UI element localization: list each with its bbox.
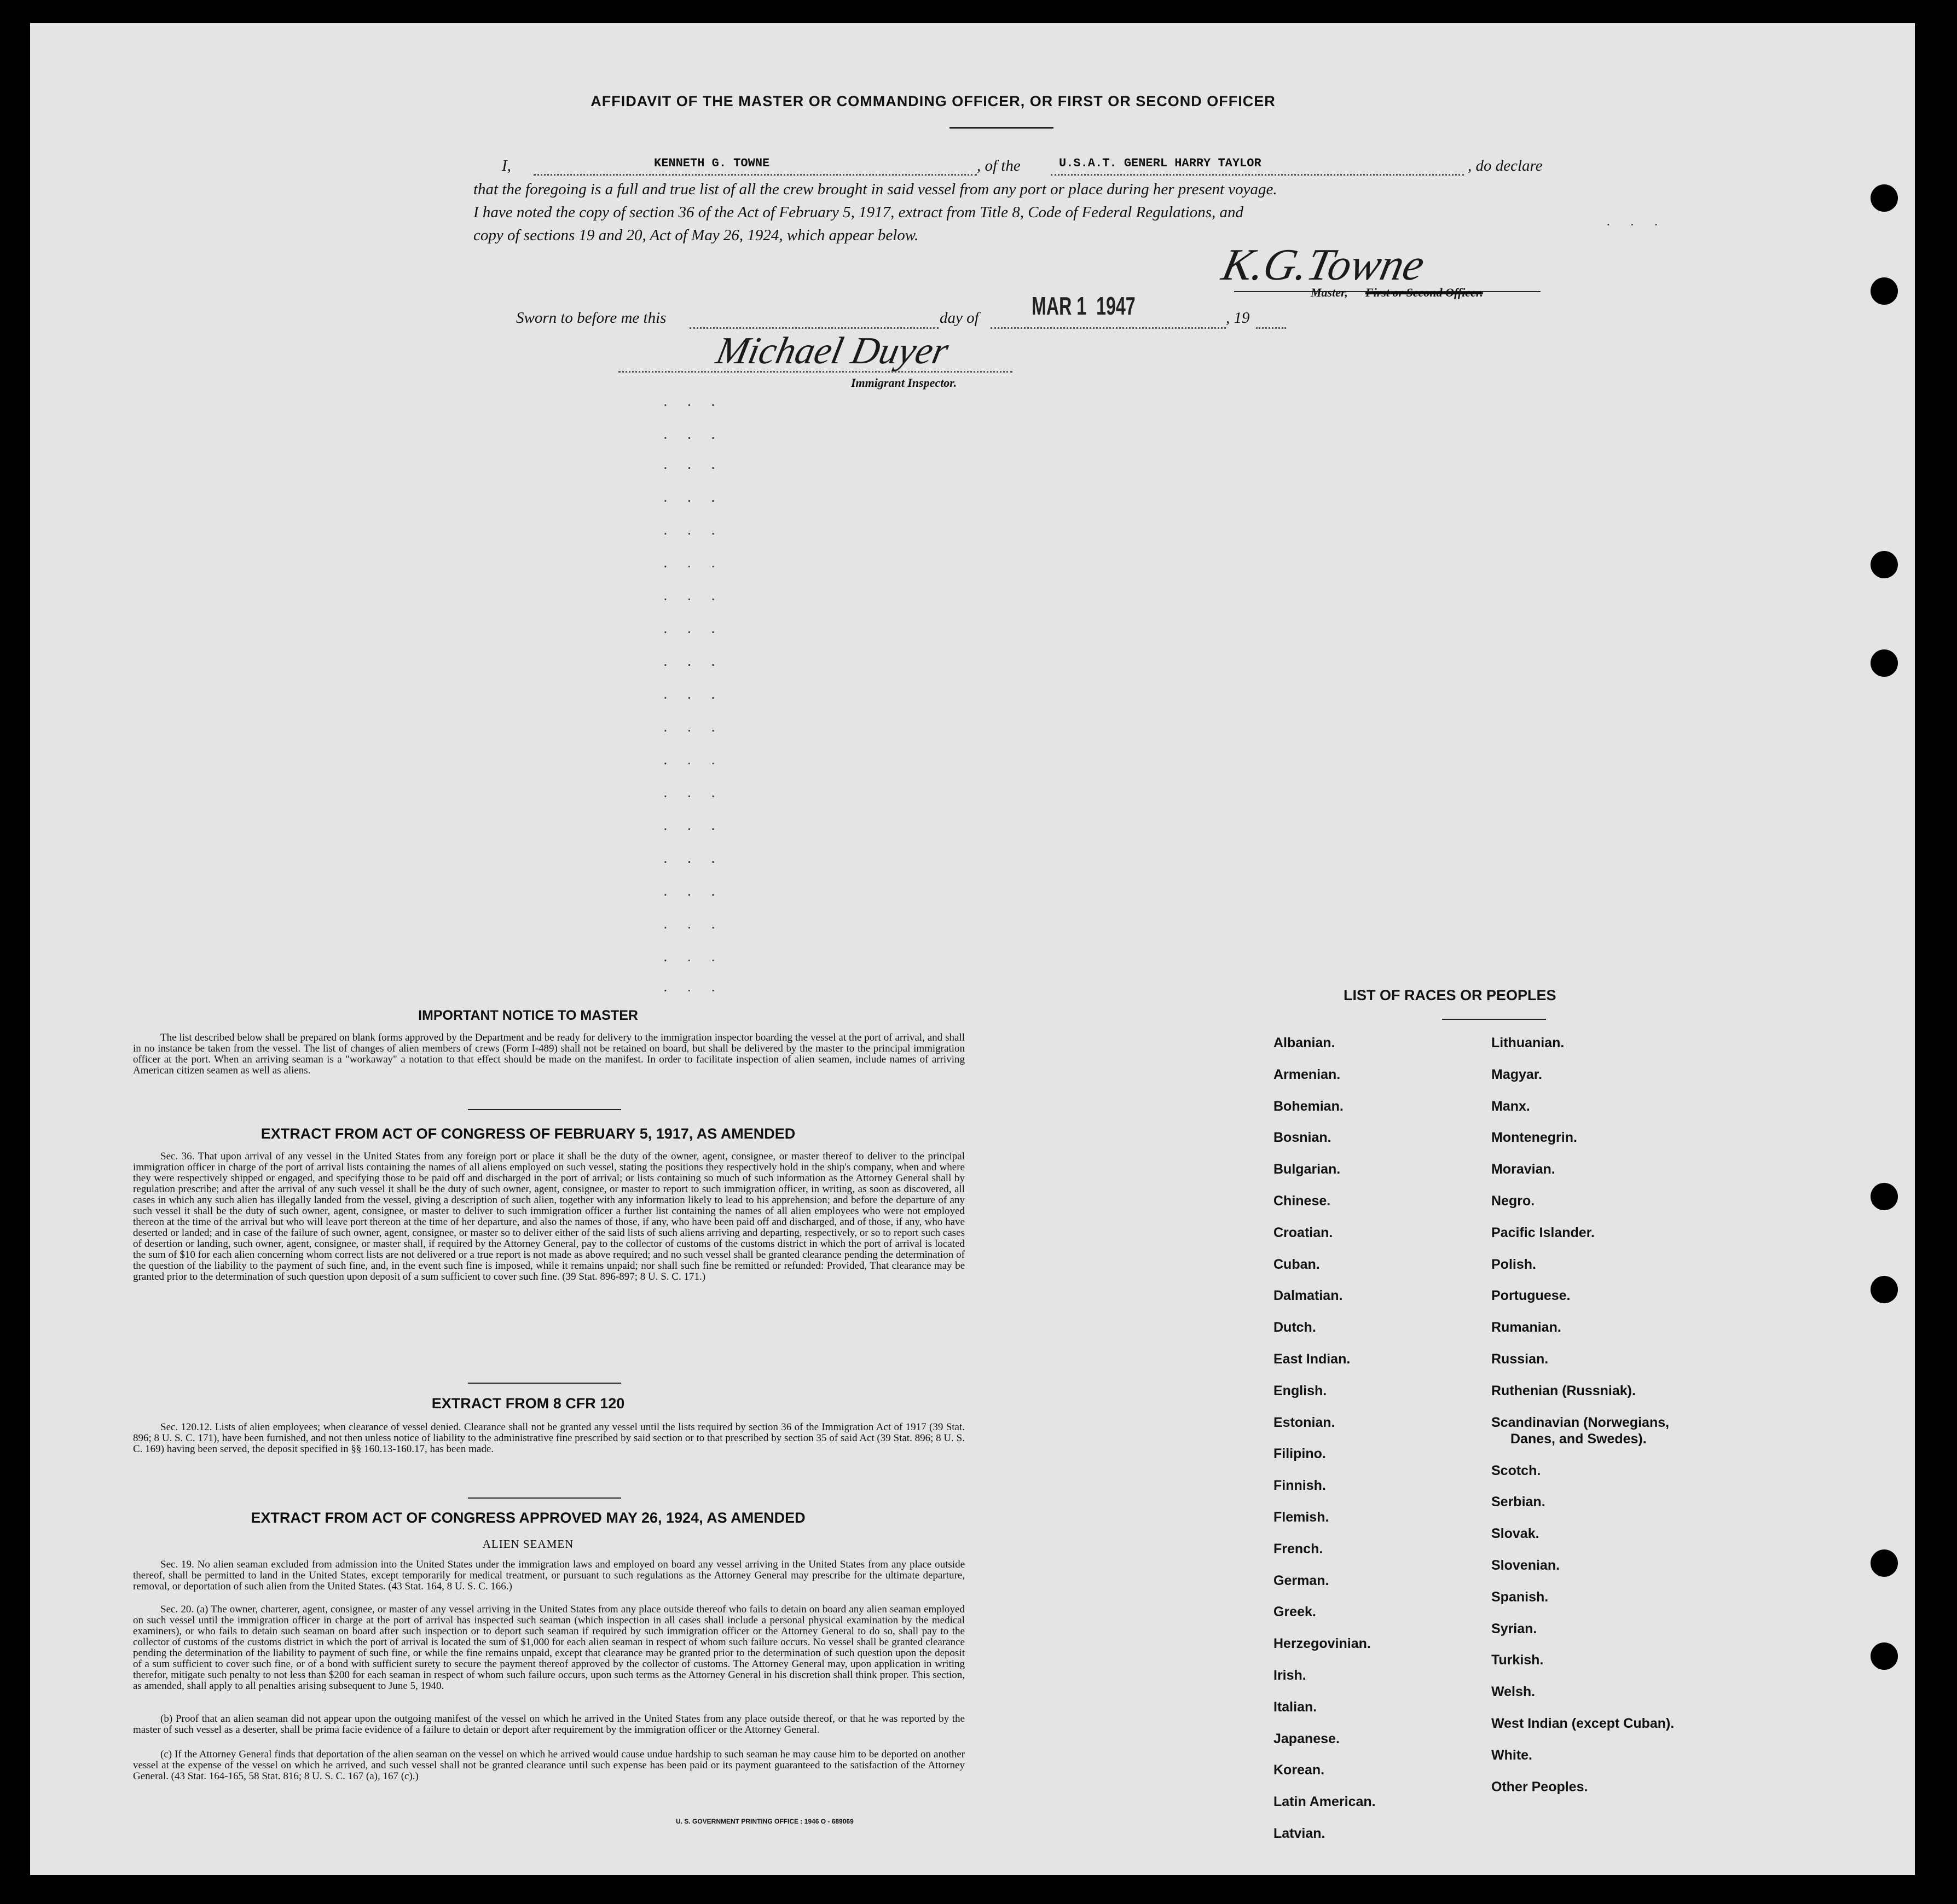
race-item: Cuban.: [1273, 1256, 1320, 1272]
punch-hole: [1871, 1183, 1898, 1210]
race-item: Moravian.: [1491, 1162, 1555, 1177]
extract1917-body: Sec. 36. That upon arrival of any vessel in the United States from any foreign port or place it shall be the duty of the owner, agent, consignee, or master thereof to deliver to the principal immigration officer in charge of the port of arrival lists containing the names of all aliens employed on such vessel, stating the positions they respectively hold in the ship's company, when and where they were respectively shipped or engaged, and specifying those to be paid off and discharged in the port of arrival; or lists containing so much of such information as the Attorney General shall by regulation prescribe; and after the arrival of any such vessel it shall be the duty of such owner, agent, consignee, or master to report to such immigration officer, in writing, as soon as discovered, all cases in which any such alien has illegally landed from the vessel, giving a description of such alien, together with any information likely to lead to his apprehension; and before the departure of any such vessel it shall be the duty of such owner, agent, consignee, or master to deliver to such immigration officer a further list containing the names of all alien employees who were not employed thereon at the time of the arrival but who will leave port thereon at the time of her departure, and also the names of those, if any, who have been paid off and discharged, and of those, if any, who have deserted or landed; and in case of the failure of such owner, agent, consignee, or master so to deliver either of the said lists of such aliens arriving and departing, respectively, or so to report such cases of desertion or landing, such owner, agent, consignee, or master shall, if required by the Attorney General, pay to the collector of customs of the customs district in which the port of arrival is located the sum of $10 for each alien concerning whom correct lists are not delivered or a true report is not made as above required; and no such vessel shall be granted clearance pending the determination of the question of the liability to the payment of such fine, and, in the event such fine is imposed, while it remains unpaid; nor shall such fine be remitted or refunded: Provided, That clearance may be granted prior to the determination of such question upon deposit of a sum sufficient to cover such fine. (39 Stat. 896-897; 8 U. S. C. 171.): [133, 1151, 965, 1282]
race-item: Herzegovinian.: [1273, 1636, 1371, 1652]
margin-dots: . . .: [663, 915, 723, 932]
extract1924-subtitle: ALIEN SEAMEN: [482, 1537, 574, 1551]
title-rule: [949, 127, 1053, 129]
margin-dots: . . .: [663, 882, 723, 899]
race-item: Serbian.: [1491, 1494, 1545, 1510]
vessel-name: U.S.A.T. GENERL HARRY TAYLOR: [1059, 156, 1261, 170]
race-item: Albanian.: [1273, 1035, 1335, 1050]
race-item: Japanese.: [1273, 1731, 1340, 1746]
master-name-line: [534, 170, 977, 176]
margin-dots: . . .: [663, 488, 723, 505]
margin-dots: . . .: [663, 783, 723, 800]
race-item: Dutch.: [1273, 1320, 1316, 1336]
day-of-text: day of: [940, 309, 979, 327]
comma-19-text: , 19: [1226, 309, 1250, 327]
punch-hole: [1871, 1642, 1898, 1670]
race-item: Slovak.: [1491, 1526, 1539, 1542]
race-item: Russian.: [1491, 1351, 1549, 1367]
margin-dots: . . .: [663, 948, 723, 965]
margin-dots: . . .: [663, 849, 723, 866]
margin-dots: . . .: [663, 652, 723, 669]
margin-dots: . . .: [663, 685, 723, 702]
race-item: Dalmatian.: [1273, 1288, 1343, 1304]
margin-dots: . . .: [663, 554, 723, 571]
affidavit-line2: that the foregoing is a full and true list of all the crew brought in said vessel from any port or place during her present voyage.: [473, 181, 1277, 198]
margin-dots: . . .: [1606, 212, 1666, 229]
race-item: Spanish.: [1491, 1589, 1549, 1605]
extract1924-sec20c: (c) If the Attorney General finds that deportation of the alien seaman on the vessel on which he arrived would cause undue hardship to such seaman he may cause him to be deported on another vessel at the expense of the vessel on which he arrived, and such vessel shall not be granted clearance until such expense has been paid or its payment guaranteed to the satisfaction of the Attorney General. (43 Stat. 164-165, 58 Stat. 816; 8 U. S. C. 167 (a), 167 (c).): [133, 1749, 965, 1782]
extract1924-title: EXTRACT FROM ACT OF CONGRESS APPROVED MAY 26, 1924, AS AMENDED: [251, 1510, 806, 1526]
sworn-year-line: [1256, 324, 1286, 329]
race-item: Scotch.: [1491, 1462, 1541, 1478]
race-item: Portuguese.: [1491, 1288, 1571, 1304]
race-item: Other Peoples.: [1491, 1779, 1588, 1795]
race-item: White.: [1491, 1747, 1532, 1763]
race-item: Latin American.: [1273, 1794, 1376, 1810]
margin-dots: . . .: [663, 751, 723, 768]
race-item: Estonian.: [1273, 1414, 1335, 1430]
margin-dots: . . .: [663, 619, 723, 636]
race-item: Rumanian.: [1491, 1320, 1561, 1336]
race-item: Greek.: [1273, 1604, 1316, 1620]
affidavit-line3: I have noted the copy of section 36 of the Act of February 5, 1917, extract from Title 8, Code of Federal Regulations, and: [473, 204, 1244, 221]
race-item: Magyar.: [1491, 1066, 1543, 1082]
race-item: Pacific Islander.: [1491, 1224, 1595, 1240]
punch-hole: [1871, 1276, 1898, 1303]
race-item: Bosnian.: [1273, 1130, 1331, 1146]
punch-hole: [1871, 277, 1898, 305]
margin-dots: . . .: [663, 587, 723, 603]
margin-dots: . . .: [663, 816, 723, 833]
punch-hole: [1871, 184, 1898, 212]
race-item: Flemish.: [1273, 1510, 1329, 1525]
extract1924-sec20b: (b) Proof that an alien seaman did not appear upon the outgoing manifest of the vessel on which he arrived in the United States from any place outside thereof, or that he was reported by the master of such vessel as a deserter, shall be prima facie evidence of a failure to detain or deport after requirement by the immigration officer or the Attorney General.: [133, 1713, 965, 1735]
races-title: LIST OF RACES OR PEOPLES: [1344, 987, 1556, 1003]
extract8cfr-title: EXTRACT FROM 8 CFR 120: [431, 1395, 625, 1412]
date-stamp: MAR 1 1947: [1032, 292, 1136, 320]
margin-dots: . . .: [663, 455, 723, 472]
sworn-day-line: [690, 324, 939, 329]
race-item: Irish.: [1273, 1668, 1306, 1683]
race-item: English.: [1273, 1383, 1327, 1398]
sworn-month-line: [991, 324, 1226, 329]
race-item: Montenegrin.: [1491, 1130, 1577, 1146]
margin-dots: . . .: [663, 521, 723, 538]
extract8cfr-body: Sec. 120.12. Lists of alien employees; when clearance of vessel denied. Clearance shall not be granted any vessel until the lists required by section 36 of the Immigration Act of 1917 (39 Stat. 896; 8 U. S. C. 171), have been furnished, and not then unless notice of liability to the administrative fine prescribed by said section or to that prescribed by section 35 of said Act (39 Stat. 896; 8 U. S. C. 169) having been served, the deposit specified in §§ 160.13-160.17, has been made.: [133, 1421, 965, 1455]
printer-imprint: U. S. GOVERNMENT PRINTING OFFICE : 1946 O - 689069: [676, 1818, 854, 1825]
punch-hole: [1871, 649, 1898, 677]
extract8cfr-rule: [468, 1497, 621, 1499]
race-item: German.: [1273, 1572, 1329, 1588]
race-item: French.: [1273, 1541, 1323, 1557]
master-label: Master,: [1311, 286, 1348, 299]
punch-hole: [1871, 1549, 1898, 1577]
vessel-name-line: [1051, 170, 1464, 176]
race-item: Bulgarian.: [1273, 1162, 1341, 1177]
race-item: Lithuanian.: [1491, 1035, 1565, 1050]
extract1924-sec19: Sec. 19. No alien seaman excluded from admission into the United States under the immigration laws and employed on board any vessel arriving in the United States from any place outside thereof, shall be permitted to land in the United States, except temporarily for medical treatment, or pursuant to such regulations as the Attorney General may prescribe for the ultimate departure, removal, or deportation of such alien from the United States. (43 Stat. 164, 8 U. S. C. 166.): [133, 1559, 965, 1592]
inspector-label: Immigrant Inspector.: [851, 376, 957, 390]
race-item: Croatian.: [1273, 1224, 1333, 1240]
race-item: West Indian (except Cuban).: [1491, 1716, 1675, 1731]
race-item: Danes, and Swedes).: [1510, 1431, 1647, 1447]
race-item: Korean.: [1273, 1762, 1325, 1778]
race-item: Manx.: [1491, 1098, 1530, 1114]
sworn-text: Sworn to before me this: [516, 309, 667, 327]
affidavit-title: AFFIDAVIT OF THE MASTER OR COMMANDING OFFICER, OR FIRST OR SECOND OFFICER: [590, 93, 1276, 109]
race-item: Latvian.: [1273, 1826, 1325, 1841]
race-item: Negro.: [1491, 1193, 1535, 1209]
race-item: Chinese.: [1273, 1193, 1331, 1209]
notice-title: IMPORTANT NOTICE TO MASTER: [418, 1008, 638, 1023]
document-page: [30, 23, 1915, 1875]
do-declare-text: , do declare: [1468, 157, 1543, 175]
race-item: Ruthenian (Russniak).: [1491, 1383, 1636, 1398]
notice-rule: [468, 1109, 621, 1110]
affidavit-i: I,: [502, 157, 511, 175]
race-item: Syrian.: [1491, 1621, 1537, 1636]
race-item: Filipino.: [1273, 1446, 1326, 1462]
race-item: Welsh.: [1491, 1684, 1536, 1700]
race-item: Turkish.: [1491, 1652, 1544, 1668]
margin-dots: . . .: [663, 718, 723, 735]
inspector-signature-line: [618, 368, 1012, 373]
races-rule: [1442, 1019, 1546, 1020]
race-item: Slovenian.: [1491, 1558, 1560, 1573]
master-signature: K.G.Towne: [1218, 240, 1429, 289]
master-name: KENNETH G. TOWNE: [654, 156, 770, 170]
margin-dots: . . .: [663, 392, 723, 409]
master-struck-label: First or Second Officer.: [1365, 286, 1483, 299]
of-the-text: , of the: [977, 157, 1021, 175]
notice-body: The list described below shall be prepared on blank forms approved by the Department and be ready for delivery to the immigration inspector boarding the vessel at the port of arrival, and shall in no instance be taken from the vessel. The list of changes of alien members of crews (Form I-489) shall not be retained on board, but shall be delivered by the master to the principal immigration officer at the port. When an arriving seaman is a "workaway" a notation to that effect should be made on the manifest. In order to facilitate inspection of alien seamen, include names of arriving American citizen seamen as well as aliens.: [133, 1032, 965, 1076]
extract1917-title: EXTRACT FROM ACT OF CONGRESS OF FEBRUARY 5, 1917, AS AMENDED: [260, 1125, 796, 1142]
punch-hole: [1871, 551, 1898, 578]
race-item: Italian.: [1273, 1699, 1317, 1715]
race-item: East Indian.: [1273, 1351, 1351, 1367]
race-item: Finnish.: [1273, 1478, 1326, 1494]
race-item: Armenian.: [1273, 1066, 1341, 1082]
extract1924-sec20a: Sec. 20. (a) The owner, charterer, agent, consignee, or master of any vessel arriving in the United States from any place outside thereof who fails to detain on board any alien seaman employed on such vessel until the immigration officer in charge at the port of arrival has inspected such seaman (which inspection in all cases shall include a personal physical examination by the medical examiners), or who fails to detain such seaman on board after such inspection or to deport such seaman if required by such immigration officer or the Attorney General to do so, shall pay to the collector of customs of the customs district in which the port of arrival is located the sum of $1,000 for each alien seaman in respect of whom such failure occurs. No vessel shall be granted clearance pending the determination of the liability to payment of such fine, or while the fine remains unpaid, except that clearance may be granted prior to the determination of such question upon the deposit of a sum sufficient to cover such fine, or of a bond with sufficient surety to secure the payment thereof approved by the collector of customs. The Attorney General may, upon application in writing therefor, mitigate such penalty to not less than $200 for each seaman in respect of whom such failure occurs, upon such terms as the Attorney General in his discretion shall think proper. This section, as amended, shall apply to all penalties arising subsequent to June 5, 1940.: [133, 1604, 965, 1692]
race-item: Bohemian.: [1273, 1098, 1344, 1114]
extract1917-rule: [468, 1383, 621, 1384]
race-item: Polish.: [1491, 1256, 1536, 1272]
inspector-signature: Michael Duyer: [712, 330, 953, 372]
affidavit-line4: copy of sections 19 and 20, Act of May 26, 1924, which appear below.: [473, 227, 919, 244]
margin-dots: . . .: [663, 425, 723, 442]
race-item: Scandinavian (Norwegians,: [1491, 1414, 1670, 1430]
margin-dots: . . .: [663, 978, 723, 995]
